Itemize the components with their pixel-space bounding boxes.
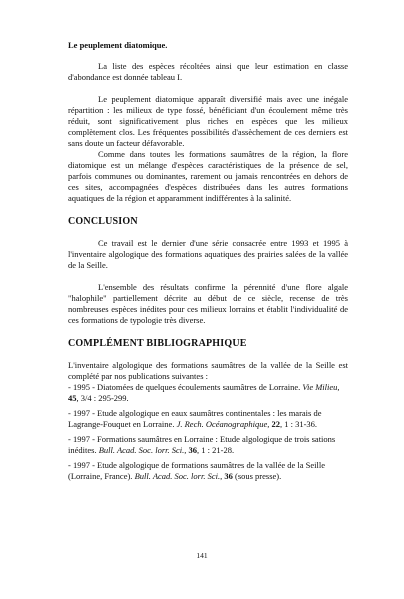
paragraph: Le peuplement diatomique apparaît diversifié mais avec une inégale répartition : les milieux de type fossé, bénéficiant d'un écoulement même très réduit, sont significativement plus riches en espèces que les milieux complètement clos. Les fréquentes possibilités d'assèchement de ces derniers est sans doute un facteur défavorable.	[68, 94, 348, 148]
reference-list	[68, 382, 348, 482]
section-heading-diatom: Le peuplement diatomique.	[68, 40, 168, 50]
reference-item: - 1997 - Etude algologique de formations saumâtres de la vallée de la Seille (Lorraine, France). Bull. Acad. Soc. lorr. Sci., 36 (sous presse).	[68, 460, 326, 481]
paragraph: Comme dans toutes les formations saumâtres de la région, la flore diatomique est un mélange d'espèces caractéristiques de la présence de sel, parfois communes ou dominantes, rarement ou jamais rencontrées en dehors de ces sites, accompagnées d'espèces distribuées dans les autres formations aquatiques de la région et apparamment indifférentes à la salinité.	[68, 149, 348, 203]
page-number: 141	[196, 551, 208, 560]
bibliography-intro: L'inventaire algologique des formations saumâtres de la vallée de la Seille est complété par nos publications suivantes :	[68, 360, 348, 381]
paragraph: La liste des espèces récoltées ainsi que leur estimation en classe d'abondance est donnée tableau I.	[68, 61, 348, 82]
reference-item: - 1997 - Formations saumâtres en Lorraine : Etude algologique de trois sations inédites. Bull. Acad. Soc. lorr. Sci., 36, 1 : 21-28.	[68, 434, 336, 455]
reference-item: - 1995 - Diatomées de quelques écoulements saumâtres de Lorraine. Vie Milieu, 45, 3/4 : 295-299.	[68, 382, 340, 403]
paragraph: L'ensemble des résultats confirme la pérennité d'une flore algale "halophile" partiellement décrite au début de ce siècle, recense de très nombreuses espèces inédites pour ces milieux lorrains et établit l'individualité de ces formations de typologie très diverse.	[68, 282, 348, 325]
section-heading-conclusion: CONCLUSION	[68, 216, 138, 227]
document-page	[68, 40, 348, 486]
section-heading-bibliography: COMPLÉMENT BIBLIOGRAPHIQUE	[68, 338, 247, 349]
paragraph: Ce travail est le dernier d'une série consacrée entre 1993 et 1995 à l'inventaire algologique des formations aquatiques des prairies salées de la vallée de la Seille.	[68, 238, 348, 270]
reference-item: - 1997 - Etude algologique en eaux saumâtres continentales : les marais de Lagrange-Fouquet en Lorraine. J. Rech. Océanographique, 22, 1 : 31-36.	[68, 408, 322, 429]
